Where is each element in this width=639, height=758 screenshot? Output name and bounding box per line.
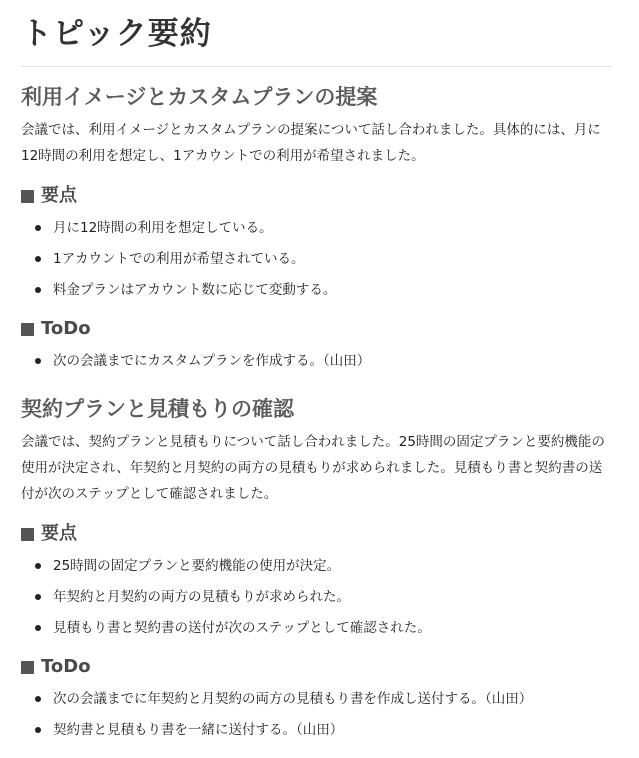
square-bullet-icon: [21, 323, 34, 336]
section-summary: 会議では、利用イメージとカスタムプランの提案について話し合われました。具体的には、月に12時間の利用を想定し、1アカウントでの利用が希望されました。: [21, 122, 601, 164]
point-text: 月に12時間の利用を想定している。: [53, 220, 273, 236]
topic-section: [21, 395, 612, 746]
point-item: [21, 213, 612, 244]
todo-item: [21, 684, 612, 715]
todo-list: [21, 346, 612, 377]
point-item: [21, 582, 612, 613]
bullet-icon: [35, 594, 41, 600]
point-text: 料金プランはアカウント数に応じて変動する。: [53, 282, 337, 298]
points-list: [21, 551, 612, 644]
point-text: 年契約と月契約の両方の見積もりが求められた。: [53, 589, 350, 605]
todo-heading: [21, 316, 612, 342]
section-title: 利用イメージとカスタムプランの提案: [21, 85, 378, 109]
points-heading-label: 要点: [41, 185, 77, 206]
section-title: 契約プランと見積もりの確認: [21, 397, 294, 421]
bullet-icon: [35, 225, 41, 231]
todo-item: [21, 715, 612, 746]
point-text: 25時間の固定プランと要約機能の使用が決定。: [53, 558, 341, 574]
square-bullet-icon: [21, 661, 34, 674]
points-heading: [21, 183, 612, 209]
bullet-icon: [35, 563, 41, 569]
section-summary: 会議では、契約プランと見積もりについて話し合われました。25時間の固定プランと要約機能の使用が決定され、年契約と月契約の両方の見積もりが求められました。見積もり書と契約書の送付が次のステップとして確認されました。: [21, 434, 605, 502]
bullet-icon: [35, 256, 41, 262]
square-bullet-icon: [21, 190, 34, 203]
todo-heading-label: ToDo: [41, 656, 91, 677]
todo-text: 次の会議までに年契約と月契約の両方の見積もり書を作成し送付する。（山田）: [53, 691, 533, 707]
points-heading: [21, 521, 612, 547]
todo-text: 次の会議までにカスタムプランを作成する。（山田）: [53, 353, 371, 369]
points-heading-label: 要点: [41, 523, 77, 544]
point-item: [21, 275, 612, 306]
bullet-icon: [35, 696, 41, 702]
point-item: [21, 244, 612, 275]
points-list: [21, 213, 612, 306]
point-item: [21, 551, 612, 582]
square-bullet-icon: [21, 528, 34, 541]
topic-section: [21, 83, 612, 377]
point-item: [21, 613, 612, 644]
point-text: 1アカウントでの利用が希望されている。: [53, 251, 305, 267]
point-text: 見積もり書と契約書の送付が次のステップとして確認された。: [53, 620, 431, 636]
todo-text: 契約書と見積もり書を一緒に送付する。（山田）: [53, 722, 344, 738]
bullet-icon: [35, 358, 41, 364]
bullet-icon: [35, 625, 41, 631]
page-title: トピック要約: [21, 0, 612, 67]
bullet-icon: [35, 287, 41, 293]
bullet-icon: [35, 727, 41, 733]
todo-list: [21, 684, 612, 746]
todo-heading: [21, 654, 612, 680]
todo-item: [21, 346, 612, 377]
todo-heading-label: ToDo: [41, 318, 91, 339]
